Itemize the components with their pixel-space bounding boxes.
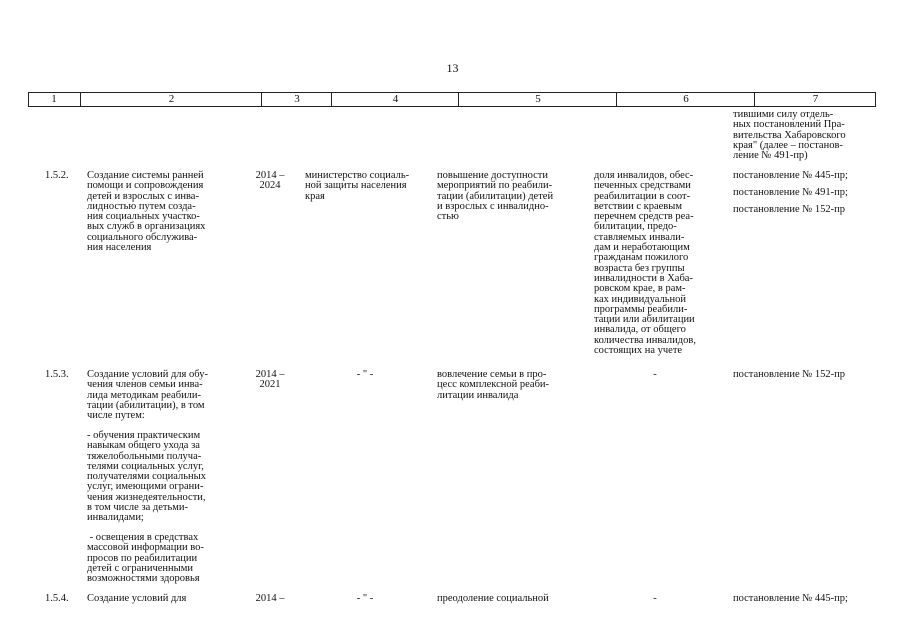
row-executor: - " -	[356, 369, 374, 380]
row-doc: постановление № 445-пр;	[733, 170, 848, 181]
row-name-sub: - освещения в средствах массовой информации во- просов по реабилитации детей с ограниченными возможностями здоровья	[87, 532, 204, 585]
row-executor: - " -	[356, 593, 374, 604]
row-years: 2014 –	[255, 593, 285, 604]
row-years: 2014 – 2024	[255, 170, 285, 192]
row-number: 1.5.4.	[45, 593, 69, 604]
row-years: 2014 – 2021	[255, 369, 285, 391]
table-header	[28, 92, 876, 107]
row-number: 1.5.2.	[45, 170, 69, 181]
header-col-5: 5	[458, 93, 617, 106]
row-result: вовлечение семьи в про- цесс комплексной реаби- литации инвалида	[437, 369, 550, 401]
header-col-2: 2	[80, 93, 262, 106]
header-col-6: 6	[616, 93, 755, 106]
row-doc: постановление № 491-пр;	[733, 187, 848, 198]
row-name: Создание системы ранней помощи и сопровождения детей и взрослых с инва- лидностью путем созда- ния социальных участко- вых служб в организациях социального обслужива- ния населения	[87, 170, 206, 254]
row-result: повышение доступности мероприятий по реабили- тации (абилитации) детей и взрослых с инвалидно- стью	[437, 170, 554, 223]
page-number: 13	[446, 61, 459, 75]
row-name: Создание условий для обу- чения членов семьи инва- лида методикам реабили- тации (абилитации), в том числе путем:	[87, 369, 208, 422]
row-indicator: -	[653, 369, 657, 380]
row-doc: постановление № 445-пр;	[733, 593, 848, 604]
row-number: 1.5.3.	[45, 369, 69, 380]
row-doc: постановление № 152-пр	[733, 204, 846, 215]
row-name-sub: - обучения практическим навыкам общего ухода за тяжелобольными получа- телями социальных услуг, получателями социальных услуг, имеющими ограни- чения жизнедеятельности, в том числе за детьми- инвалидами;	[87, 430, 206, 524]
row-doc: постановление № 152-пр	[733, 369, 846, 380]
row-name: Создание условий для	[87, 593, 187, 604]
header-col-1: 1	[51, 93, 57, 105]
header-col-7: 7	[754, 93, 876, 106]
row-result: преодоление социальной	[437, 593, 549, 604]
continued-col7-text: тившими силу отдель- ных постановлений Пра- вительства Хабаровского края" (далее – постанов- ление № 491-пр)	[733, 109, 846, 162]
row-executor: министерство социаль- ной защиты населения края	[305, 170, 410, 202]
row-indicator: -	[653, 593, 657, 604]
row-indicator: доля инвалидов, обес- печенных средствами реабилитации в соот- ветствии с краевым перечнем средств реа- билитации, предо- ставляемых инвали- дам и неработающим гражданам пожилого возраста без группы инвалидности в Хаба- ровском крае, в рам- ках индивидуальной программы реабили- тации или абилитации инвалида, от общего количества инвалидов, состоящих на учете	[594, 170, 696, 357]
header-col-4: 4	[331, 93, 459, 106]
header-col-3: 3	[261, 93, 332, 106]
